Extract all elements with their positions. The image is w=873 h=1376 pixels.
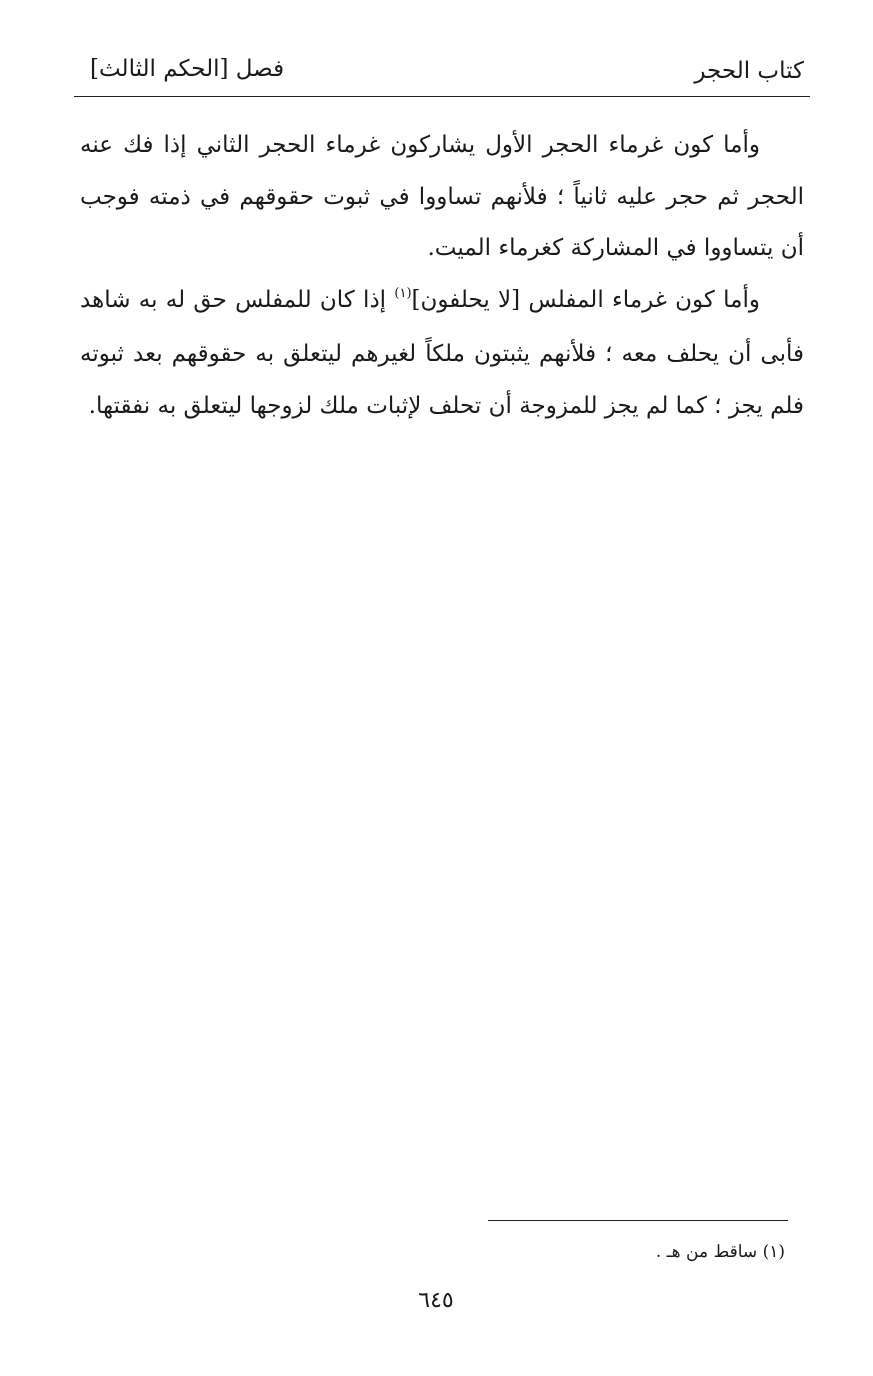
main-text — [80, 120, 804, 432]
paragraph-2-part-1: وأما كون غرماء المفلس [لا يحلفون] — [411, 286, 760, 313]
footnote-1: (١) ساقط من هـ . — [655, 1242, 785, 1262]
page-number: ٦٤٥ — [418, 1288, 454, 1313]
footnote-reference: (١) — [394, 285, 412, 301]
header-divider — [74, 96, 810, 97]
running-header — [80, 50, 810, 96]
paragraph-2-part-2: إذا كان للمفلس حق له به شاهد فأبى أن يحلف معه ؛ فلأنهم يثبتون ملكاً لغيرهم ليتعلق به حقوقهم بعد ثبوته فلم يجز ؛ كما لم يجز للمزوجة أن تحلف لإثبات ملك لزوجها ليتعلق به نفقتها. — [80, 286, 805, 419]
footnote-divider — [488, 1220, 788, 1221]
book-title: كتاب الحجر — [694, 58, 804, 84]
section-title: فصل [الحكم الثالث] — [90, 56, 285, 82]
paragraph-1: وأما كون غرماء الحجر الأول يشاركون غرماء الحجر الثاني إذا فك عنه الحجر ثم حجر عليه ثانياً ؛ فلأنهم تساووا في ثبوت حقوقهم في ذمته فوجب أن يتساووا في المشاركة كغرماء الميت. — [80, 132, 804, 261]
paragraph-2 — [80, 275, 804, 433]
